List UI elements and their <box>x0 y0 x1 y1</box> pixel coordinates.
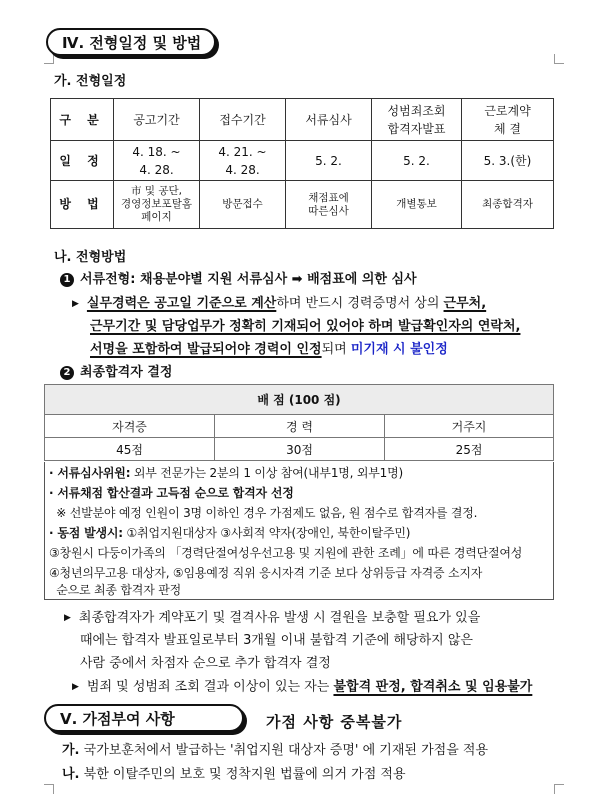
table-cell: 최종합격자 <box>462 181 554 229</box>
table-cell: 거주지 <box>385 415 554 438</box>
step-1-text: 서류전형: 채용분야별 지원 서류심사 ➡ 배점표에 의한 심사 <box>80 272 417 287</box>
note-1-line-1 <box>64 607 480 630</box>
table-cell: 접수기간 <box>200 99 286 141</box>
table-cell: 개별통보 <box>372 181 462 229</box>
table-row <box>51 99 554 141</box>
step-1-detail-line-2: 근무기간 및 담당업무가 정확히 기재되어 있어야 하며 발급확인자의 연락처, <box>90 319 521 334</box>
bonus-text: 북한 이탈주민의 보호 및 정착지원 법률에 의거 가점 적용 <box>79 767 406 782</box>
rule-label: · 동점 발생시: <box>49 526 123 540</box>
table-cell: 25점 <box>385 438 554 461</box>
table-cell: 5. 2. <box>286 141 372 181</box>
bonus-text: 국가보훈처에서 발급하는 '취업지원 대상자 증명' 에 기재된 가점을 적용 <box>79 743 489 758</box>
table-cell: 4. 18. ~ 4. 28. <box>114 141 200 181</box>
table-cell: 근로계약 체 결 <box>462 99 554 141</box>
rule-line <box>49 504 477 521</box>
table-cell: 市 및 공단, 경영정보포탈홈 페이지 <box>114 181 200 229</box>
bonus-item-b <box>62 764 406 786</box>
detail-text: 실무경력은 공고일 기준으로 계산 <box>86 296 277 311</box>
triangle-bullet-icon: ▶ <box>64 613 71 623</box>
table-cell: 5. 3.(한) <box>462 141 554 181</box>
table-cell: 일 정 <box>51 141 114 181</box>
table-row <box>51 141 554 181</box>
note-text: 최종합격자가 계약포기 및 결격사유 발생 시 결원을 보충할 필요가 있을 <box>78 610 481 626</box>
crop-mark <box>44 54 54 64</box>
table-cell: 30점 <box>215 438 385 461</box>
rule-line <box>49 524 410 541</box>
detail-text: 하며 반드시 경력증명서 상의 <box>276 296 444 311</box>
step-2 <box>60 361 172 380</box>
table-cell: 서류심사 <box>286 99 372 141</box>
table-cell: 성범죄조회 합격자발표 <box>372 99 462 141</box>
rule-label: · 서류채점 합산결과 고득점 순으로 합격자 선정 <box>49 486 294 500</box>
step-1-detail-line-3 <box>90 338 448 357</box>
detail-text: 미기재 시 불인정 <box>350 342 448 357</box>
table-cell: 구 분 <box>51 99 114 141</box>
rule-line <box>49 581 181 598</box>
table-cell: 자격증 <box>45 415 215 438</box>
bonus-label: 나. <box>62 767 80 782</box>
rule-text: ④청년의무고용 대상자, ⑤임용예정 직위 응시자격 기준 보다 상위등급 자격증 소지자 <box>49 566 483 580</box>
note-text: 불합격 판정, 합격취소 및 임용불가 <box>333 679 533 695</box>
note-text: 범죄 및 성범죄 조회 결과 이상이 있는 자는 <box>86 679 334 695</box>
table-row <box>51 181 554 229</box>
note-1-line-3: 사람 중에서 차점자 순으로 추가 합격자 결정 <box>80 656 331 671</box>
score-title: 배 점 (100 점) <box>45 385 554 415</box>
crop-mark <box>44 784 54 794</box>
rule-text: 순으로 최종 합격자 판정 <box>49 583 181 597</box>
bonus-label: 가. <box>62 743 80 758</box>
note-1-line-2: 때에는 합격자 발표일로부터 3개월 이내 불합격 기준에 해당하지 않은 <box>80 633 473 648</box>
rule-line <box>49 544 522 561</box>
triangle-bullet-icon: ▶ <box>72 682 79 692</box>
step-1 <box>60 268 417 287</box>
detail-text: 근무처, <box>443 296 487 311</box>
table-cell: 방 법 <box>51 181 114 229</box>
table-row <box>45 415 554 438</box>
step-2-text: 최종합격자 결정 <box>80 365 173 380</box>
table-cell: 공고기간 <box>114 99 200 141</box>
detail-text: 서명을 포함하여 발급되어야 경력이 인정 <box>90 342 322 357</box>
number-1-icon: 1 <box>60 273 74 287</box>
rule-line <box>49 464 403 481</box>
rule-text: ※ 선발분야 예정 인원이 3명 이하인 경우 가점제도 없음, 원 점수로 합격자를 결정. <box>49 506 478 520</box>
crop-mark <box>554 54 564 64</box>
table-cell: 채점표에 따른심사 <box>286 181 372 229</box>
subheading-schedule: 가. 전형일정 <box>54 74 127 89</box>
table-row <box>45 385 554 415</box>
table-cell: 4. 21. ~ 4. 28. <box>200 141 286 181</box>
score-table <box>44 384 554 461</box>
number-2-icon: 2 <box>60 366 74 380</box>
rule-text: ③창원시 다둥이가족의 「경력단절여성우선고용 및 지원에 관한 조례」에 따른 경력단절여성 <box>49 546 523 560</box>
rule-text: 외부 전문가는 2분의 1 이상 참여(내부1명, 외부1명) <box>130 466 403 480</box>
rule-text: ①취업지원대상자 ③사회적 약자(장애인, 북한이탈주민) <box>122 526 411 540</box>
schedule-table <box>50 98 554 229</box>
rule-line <box>49 484 294 501</box>
rule-line <box>49 564 482 581</box>
subheading-method: 나. 전형방법 <box>54 250 127 265</box>
note-2 <box>72 676 532 699</box>
detail-text: 되며 <box>321 342 351 357</box>
rules-box <box>44 462 554 600</box>
table-cell: 경 력 <box>215 415 385 438</box>
table-cell: 방문접수 <box>200 181 286 229</box>
section-5-note: 가점 사항 중복불가 <box>266 713 403 731</box>
bonus-item-a <box>62 740 488 762</box>
table-cell: 45점 <box>45 438 215 461</box>
section-5-heading: Ⅴ. 가점부여 사항 <box>44 704 244 732</box>
triangle-bullet-icon: ▶ <box>72 298 79 309</box>
table-row <box>45 438 554 461</box>
section-4-heading: Ⅳ. 전형일정 및 방법 <box>46 28 216 56</box>
step-1-detail-line-1 <box>72 292 486 311</box>
table-cell: 5. 2. <box>372 141 462 181</box>
rule-label: · 서류심사위원: <box>49 466 131 480</box>
crop-mark <box>554 784 564 794</box>
